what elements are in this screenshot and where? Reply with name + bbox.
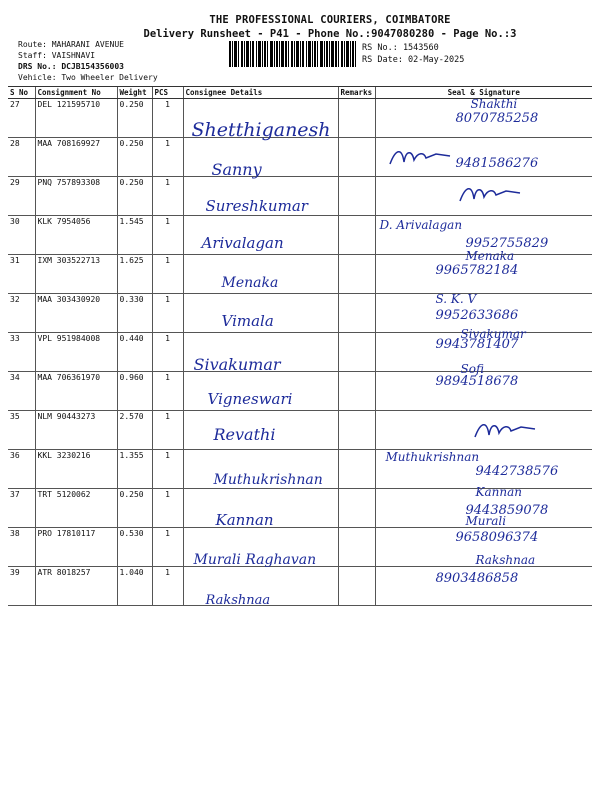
signature-phone: 9952755829 — [465, 236, 549, 251]
cell-pcs: 1 — [152, 138, 183, 177]
cell-consignee-details — [183, 450, 338, 489]
consignee-name: Rakshnaa — [205, 593, 271, 608]
cell-weight: 1.355 — [117, 450, 152, 489]
signature-phone: 9894518678 — [435, 374, 519, 389]
cell-remarks — [338, 450, 375, 489]
cell-consignee-details — [183, 528, 338, 567]
signature: D. Arivalagan — [379, 218, 463, 232]
signature-phone: 9658096374 — [455, 530, 539, 545]
cell-consignee-details — [183, 567, 338, 606]
cell-sno: 39 — [8, 567, 35, 606]
col-header-signature: Seal & Signature — [375, 87, 592, 99]
cell-weight: 0.330 — [117, 294, 152, 333]
cell-consignee-details — [183, 411, 338, 450]
cell-weight: 1.625 — [117, 255, 152, 294]
cell-remarks — [338, 138, 375, 177]
cell-consignment-no: KLK 7954056 — [35, 216, 117, 255]
cell-remarks — [338, 567, 375, 606]
cell-seal-signature — [375, 99, 592, 138]
cell-weight: 1.545 — [117, 216, 152, 255]
vehicle-label: Vehicle: Two Wheeler Delivery — [18, 73, 158, 82]
signature: Menaka — [465, 249, 515, 263]
cell-remarks — [338, 489, 375, 528]
col-header-consignment: Consignment No — [35, 87, 117, 99]
signature: Kannan — [475, 485, 522, 499]
signature-phone: 9943781407 — [435, 337, 519, 352]
cell-seal-signature — [375, 450, 592, 489]
rs-date: RS Date: 02-May-2025 — [362, 55, 465, 65]
cell-pcs: 1 — [152, 450, 183, 489]
cell-sno: 36 — [8, 450, 35, 489]
cell-sno: 27 — [8, 99, 35, 138]
signature-phone: 9481586276 — [455, 156, 539, 171]
table-row — [8, 411, 592, 450]
signature-phone: 9442738576 — [475, 464, 559, 479]
signature: Muthukrishnan — [385, 450, 480, 464]
cell-seal-signature — [375, 553, 592, 606]
cell-pcs: 1 — [152, 489, 183, 528]
col-header-consignee: Consignee Details — [183, 87, 338, 99]
cell-remarks — [338, 294, 375, 333]
cell-sno: 38 — [8, 528, 35, 567]
signature-phone: 8070785258 — [455, 111, 539, 126]
cell-pcs: 1 — [152, 567, 183, 606]
table-row — [8, 99, 592, 138]
cell-pcs: 1 — [152, 255, 183, 294]
col-header-weight: Weight — [117, 87, 152, 99]
cell-weight: 0.250 — [117, 99, 152, 138]
signature-scribble-icon — [456, 183, 526, 207]
consignee-name: Sureshkumar — [205, 197, 308, 215]
signature: Rakshnaa — [475, 553, 536, 567]
cell-sno: 37 — [8, 489, 35, 528]
cell-remarks — [338, 99, 375, 138]
cell-consignment-no: PRO 17810117 — [35, 528, 117, 567]
cell-sno: 30 — [8, 216, 35, 255]
signature-scribble-icon — [471, 419, 541, 443]
cell-consignment-no: VPL 951984008 — [35, 333, 117, 372]
cell-remarks — [338, 216, 375, 255]
table-row — [8, 450, 592, 489]
consignee-name: Arivalagan — [201, 234, 284, 252]
cell-pcs: 1 — [152, 333, 183, 372]
consignee-name: Revathi — [213, 425, 276, 444]
cell-sno: 29 — [8, 177, 35, 216]
table-row — [8, 177, 592, 216]
cell-weight: 0.440 — [117, 333, 152, 372]
signature: Sivakumar — [460, 327, 526, 341]
drs-label: DRS No.: DCJB154356003 — [18, 62, 124, 71]
cell-pcs: 1 — [152, 177, 183, 216]
signature: Murali — [465, 514, 507, 528]
cell-weight: 0.530 — [117, 528, 152, 567]
cell-consignee-details — [183, 294, 338, 333]
cell-sno: 33 — [8, 333, 35, 372]
cell-consignment-no: NLM 90443273 — [35, 411, 117, 450]
cell-remarks — [338, 372, 375, 411]
signature: Sofi — [460, 362, 484, 376]
consignee-name: Menaka — [221, 275, 279, 291]
cell-remarks — [338, 333, 375, 372]
table-row — [8, 567, 592, 606]
cell-pcs: 1 — [152, 372, 183, 411]
cell-consignment-no: PNQ 757893308 — [35, 177, 117, 216]
consignee-name: Murali Raghavan — [193, 552, 317, 568]
table-row — [8, 372, 592, 411]
cell-consignment-no: KKL 3230216 — [35, 450, 117, 489]
consignee-name: Vimala — [221, 312, 274, 330]
signature-phone: 8903486858 — [435, 571, 519, 586]
cell-seal-signature — [375, 411, 592, 450]
signature-phone: 9952633686 — [435, 308, 519, 323]
signature-scribble-icon — [386, 146, 456, 170]
cell-consignee-details — [183, 333, 338, 372]
cell-pcs: 1 — [152, 294, 183, 333]
cell-consignment-no: MAA 708169927 — [35, 138, 117, 177]
cell-sno: 32 — [8, 294, 35, 333]
consignee-name: Sivakumar — [193, 355, 281, 374]
barcode — [229, 41, 356, 67]
cell-seal-signature — [375, 249, 592, 294]
cell-sno: 28 — [8, 138, 35, 177]
cell-consignee-details — [183, 372, 338, 411]
col-header-pcs: PCS — [152, 87, 183, 99]
cell-pcs: 1 — [152, 99, 183, 138]
cell-consignment-no: MAA 706361970 — [35, 372, 117, 411]
staff-label: Staff: VAISHNAVI — [18, 51, 96, 60]
cell-weight: 0.250 — [117, 177, 152, 216]
signature-phone: 9965782184 — [435, 263, 519, 278]
cell-consignment-no: ATR 8018257 — [35, 567, 117, 606]
header-subtitle: Delivery Runsheet - P41 - Phone No.:9047080280 - Page No.:3 — [143, 28, 517, 40]
cell-sno: 34 — [8, 372, 35, 411]
cell-consignee-details — [183, 177, 338, 216]
rs-number: RS No.: 1543560 — [362, 43, 439, 53]
cell-pcs: 1 — [152, 216, 183, 255]
col-header-sno: S No — [8, 87, 35, 99]
header-title: THE PROFESSIONAL COURIERS, COIMBATORE — [209, 14, 451, 26]
cell-sno: 35 — [8, 411, 35, 450]
signature-phone: 9443859078 — [465, 503, 549, 518]
cell-weight: 2.570 — [117, 411, 152, 450]
cell-remarks — [338, 528, 375, 567]
cell-consignee-details — [183, 216, 338, 255]
table-row — [8, 255, 592, 294]
cell-consignment-no: MAA 303430920 — [35, 294, 117, 333]
cell-consignee-details — [183, 99, 338, 141]
cell-remarks — [338, 411, 375, 450]
col-header-remarks: Remarks — [338, 87, 375, 99]
cell-weight: 0.960 — [117, 372, 152, 411]
consignee-name: Sanny — [211, 160, 262, 179]
consignee-name: Kannan — [215, 511, 274, 529]
cell-consignee-details — [183, 255, 338, 294]
cell-weight: 0.250 — [117, 138, 152, 177]
cell-consignment-no: DEL 121595710 — [35, 99, 117, 138]
table-row — [8, 333, 592, 372]
cell-pcs: 1 — [152, 528, 183, 567]
consignee-name: Shetthiganesh — [191, 119, 331, 141]
cell-seal-signature — [375, 177, 592, 216]
cell-consignment-no: TRT 5120062 — [35, 489, 117, 528]
consignee-name: Muthukrishnan — [213, 472, 323, 488]
cell-sno: 31 — [8, 255, 35, 294]
cell-consignment-no: IXM 303522713 — [35, 255, 117, 294]
cell-remarks — [338, 255, 375, 294]
cell-consignee-details — [183, 138, 338, 177]
signature: Shakthi — [470, 97, 518, 111]
cell-remarks — [338, 177, 375, 216]
cell-seal-signature — [375, 362, 592, 411]
table-row — [8, 138, 592, 177]
signature: S. K. V — [435, 292, 477, 306]
cell-pcs: 1 — [152, 411, 183, 450]
cell-seal-signature — [375, 138, 592, 177]
cell-weight: 0.250 — [117, 489, 152, 528]
consignee-name: Vigneswari — [207, 390, 293, 408]
route-label: Route: MAHARANI AVENUE — [18, 40, 124, 49]
cell-consignee-details — [183, 489, 338, 528]
cell-weight: 1.040 — [117, 567, 152, 606]
runsheet-table — [8, 86, 592, 606]
